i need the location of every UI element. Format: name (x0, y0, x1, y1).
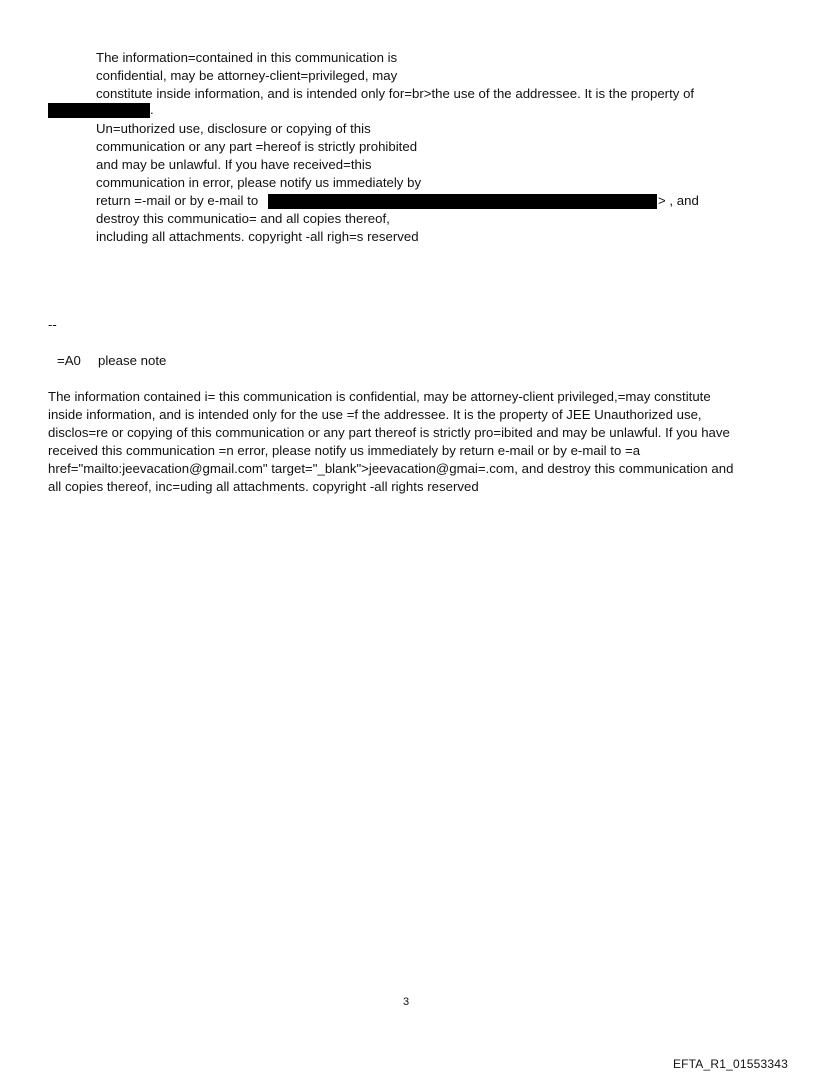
note-code: =A0 (57, 353, 81, 368)
notice-line-8: communication in error, please notify us immediately by (96, 175, 422, 190)
second-notice-line-6: all copies thereof, inc=uding all attachments. copyright -all rights reserved (48, 479, 479, 494)
notice-line-10: destroy this communicatio= and all copies thereof, (96, 211, 390, 226)
note-text: please note (98, 353, 167, 368)
redaction-bar (268, 194, 657, 209)
second-notice-line-3: disclos=re or copying of this communication or any part thereof is strictly pro=ibited and may be unlawful. If you have (48, 425, 730, 440)
notice-line-5: Un=uthorized use, disclosure or copying of this (96, 121, 371, 136)
notice-line-4-suffix: . (150, 102, 154, 117)
notice-line-3: constitute inside information, and is intended only for=br>the use of the addressee. It is the property of (96, 86, 695, 101)
second-notice-line-5: href="mailto:jeevacation@gmail.com" target="_blank">jeevacation@gmai=.com, and destroy this communication and (48, 461, 734, 476)
notice-line-6: communication or any part =hereof is strictly prohibited (96, 139, 418, 154)
redaction-bar (48, 103, 150, 118)
notice-line-2: confidential, may be attorney-client=privileged, may (96, 68, 398, 83)
notice-line-11: including all attachments. copyright -all righ=s reserved (96, 229, 419, 244)
page-number: 3 (403, 996, 410, 1008)
notice-line-9-prefix: return =-mail or by e-mail to (96, 193, 259, 208)
notice-line-1: The information=contained in this communication is (96, 50, 398, 65)
separator-text: -- (48, 317, 57, 332)
second-notice-line-2: inside information, and is intended only for the use =f the addressee. It is the property of JEE Unauthorized use, (48, 407, 702, 422)
second-notice-line-1: The information contained i= this communication is confidential, may be attorney-client privileged,=may constitute (48, 389, 711, 404)
second-notice-line-4: received this communication =n error, please notify us immediately by return e-mail or by e-mail to =a (48, 443, 641, 458)
notice-line-9-suffix: > , and (658, 193, 699, 208)
document-id: EFTA_R1_01553343 (672, 1057, 788, 1071)
notice-line-7: and may be unlawful. If you have received=this (96, 157, 372, 172)
